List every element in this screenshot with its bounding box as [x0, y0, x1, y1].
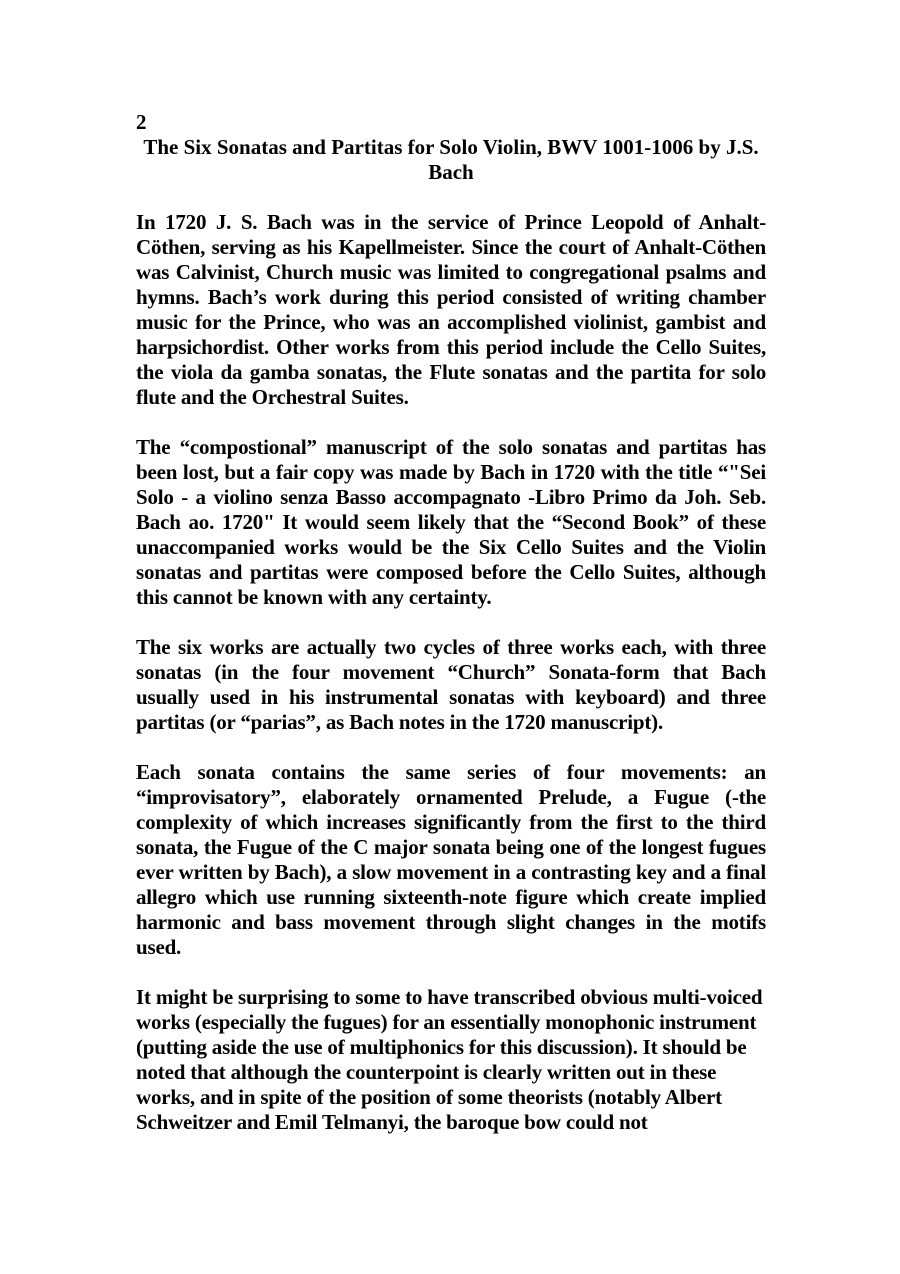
- document-page: [136, 110, 766, 1135]
- paragraph-5: It might be surprising to some to have transcribed obvious multi-voiced works (especially the fugues) for an essentially monophonic instrument (putting aside the use of multiphonics for this discussion). It should be noted that although the counterpoint is clearly written out in these works, and in spite of the position of some theorists (notably Albert Schweitzer and Emil Telmanyi, the baroque bow could not: [136, 985, 763, 1134]
- page-number: 2: [136, 110, 147, 134]
- paragraph-1: In 1720 J. S. Bach was in the service of Prince Leopold of Anhalt-Cöthen, serving as his Kapellmeister. Since the court of Anhalt-Cöthen was Calvinist, Church music was limited to congregational psalms and hymns. Bach’s work during this period consisted of writing chamber music for the Prince, who was an accomplished violinist, gambist and harpsichordist. Other works from this period include the Cello Suites, the viola da gamba sonatas, the Flute sonatas and the partita for solo flute and the Orchestral Suites.: [136, 210, 766, 409]
- paragraph-2: The “compostional” manuscript of the solo sonatas and partitas has been lost, but a fair copy was made by Bach in 1720 with the title “"Sei Solo - a violino senza Basso accompagnato -Libro Primo da Joh. Seb. Bach ao. 1720" It would seem likely that the “Second Book” of these unaccompanied works would be the Six Cello Suites and the Violin sonatas and partitas were composed before the Cello Suites, although this cannot be known with any certainty.: [136, 435, 766, 609]
- document-title: The Six Sonatas and Partitas for Solo Violin, BWV 1001-1006 by J.S. Bach: [143, 135, 759, 184]
- paragraph-3: The six works are actually two cycles of three works each, with three sonatas (in the four movement “Church” Sonata-form that Bach usually used in his instrumental sonatas with keyboard) and three partitas (or “parias”, as Bach notes in the 1720 manuscript).: [136, 635, 766, 734]
- paragraph-4: Each sonata contains the same series of four movements: an “improvisatory”, elaborately ornamented Prelude, a Fugue (-the complexity of which increases significantly from the first to the third sonata, the Fugue of the C major sonata being one of the longest fugues ever written by Bach), a slow movement in a contrasting key and a final allegro which use running sixteenth-note figure which create implied harmonic and bass movement through slight changes in the motifs used.: [136, 760, 766, 959]
